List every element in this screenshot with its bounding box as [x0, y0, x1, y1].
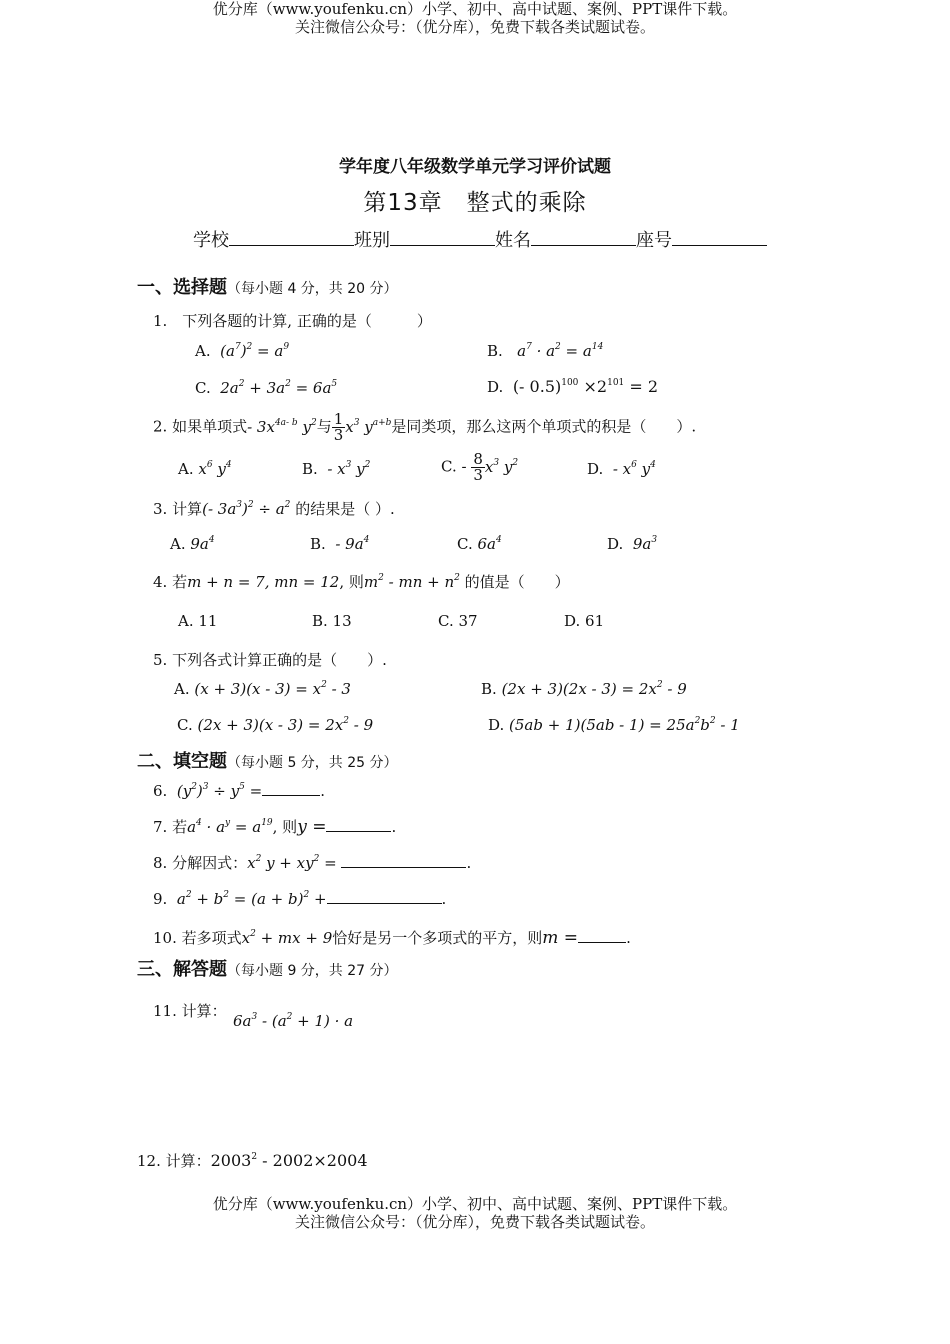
- question-10: 10. 若多项式$x^2$ + mx + 9恰好是另一个多项式的平方，则m = .: [153, 928, 631, 948]
- question-1-option-c: C. $2a^2 + 3a^2 = 6a^5$: [195, 379, 338, 397]
- question-1-stem: 1. 下列各题的计算, 正确的是（ ）: [153, 312, 432, 330]
- student-info-line: [193, 226, 767, 252]
- question-1-option-b: B. $a^7 \cdot a^2 = a^{14}$: [487, 342, 604, 360]
- question-8-blank[interactable]: [341, 852, 466, 868]
- section-choice-heading: 一、选择题（每小题 4 分，共 20 分）: [137, 277, 398, 298]
- question-11-expression: $6a^3 - (a^2 + 1) \cdot a$: [233, 1012, 354, 1030]
- question-2-stem: 2. 如果单项式- $3x^{4a- b}$ $y^2$与 $\frac{1}{3}$ $x^3$ $y^{a+b}$是同类项，那么这两个单项式的积是（ ）.: [153, 410, 697, 444]
- question-1-option-a: A. $(a^7)^2 = a^9$: [195, 342, 290, 360]
- question-4-stem: 4. 若m + n = 7, mn = 12, 则$m^2$ - mn + $n^2$ 的值是（ ）: [153, 573, 570, 591]
- question-4-option-a: A. 11: [178, 612, 218, 630]
- question-1-option-d: D. (- $0.5)^{100} \times 2^{101} = 2$: [487, 377, 659, 396]
- question-9-blank[interactable]: [327, 888, 442, 904]
- seat-blank[interactable]: [672, 227, 767, 246]
- question-4-option-d: D. 61: [564, 612, 605, 630]
- site-footer-line-1: 优分库（www.youfenku.cn）小学、初中、高中试题、案例、PPT课件下载。: [212, 1195, 738, 1213]
- question-5-stem: 5. 下列各式计算正确的是（ ）.: [153, 651, 387, 669]
- question-4-option-c: C. 37: [438, 612, 478, 630]
- site-footer-line-2: 关注微信公众号：（优分库），免费下载各类试题试卷。: [294, 1213, 655, 1231]
- question-11-label: 11. 计算：: [153, 1002, 227, 1020]
- question-2-option-c: C. - $\frac{8}{3}$ $x^3$ $y^2$: [441, 450, 519, 484]
- seat-label: 座号: [636, 230, 672, 251]
- class-blank[interactable]: [390, 227, 495, 246]
- question-5-option-c: C. $(2x + 3)(x - 3) = 2x^2 - 9$: [177, 716, 374, 734]
- question-3-option-c: C. $6a^4$: [457, 535, 502, 553]
- question-3-option-d: D. $9a^3$: [607, 535, 658, 553]
- question-4-option-b: B. 13: [312, 612, 352, 630]
- question-7-blank[interactable]: [326, 816, 391, 832]
- site-header-line-1: 优分库（www.youfenku.cn）小学、初中、高中试题、案例、PPT课件下载。: [212, 0, 738, 18]
- question-10-blank[interactable]: [578, 927, 626, 943]
- exam-title: 学年度八年级数学单元学习评价试题: [339, 157, 611, 177]
- question-3-stem: 3. 计算(- $3a^3)^2 \div a^2$ 的结果是（ ）.: [153, 500, 395, 518]
- name-label: 姓名: [495, 230, 531, 251]
- school-label: 学校: [193, 230, 229, 251]
- question-8: 8. 分解因式：$x^2$ $y + xy^2$ = .: [153, 854, 472, 872]
- chapter-title: 第13章 整式的乘除: [363, 190, 587, 216]
- question-5-option-a: A. $(x + 3)(x - 3) = x^2 - 3$: [174, 680, 351, 698]
- question-2-option-a: A. $x^6$ $y^4$: [178, 460, 232, 478]
- site-header-line-2: 关注微信公众号：（优分库），免费下载各类试题试卷。: [294, 18, 655, 36]
- question-2-option-d: D. - $x^6$ $y^4$: [587, 460, 656, 478]
- section-answer-heading: 三、解答题（每小题 9 分，共 27 分）: [137, 959, 398, 980]
- question-3-option-a: A. $9a^4$: [170, 535, 215, 553]
- section-fill-heading: 二、填空题（每小题 5 分，共 25 分）: [137, 751, 398, 772]
- question-7: 7. 若$a^4 \cdot a^y = a^{19}$, 则y = .: [153, 817, 397, 837]
- question-9: 9. $a^2 + b^2 = (a + b)^2$ + .: [153, 890, 447, 908]
- name-blank[interactable]: [531, 227, 636, 246]
- question-2-option-b: B. - $x^3$ $y^2$: [302, 460, 371, 478]
- question-5-option-d: D. $(5ab + 1)(5ab - 1) = 25a^2b^2 - 1$: [488, 716, 740, 734]
- question-5-option-b: B. $(2x + 3)(2x - 3) = 2x^2 - 9$: [481, 680, 687, 698]
- question-6-blank[interactable]: [262, 780, 320, 796]
- school-blank[interactable]: [229, 227, 354, 246]
- question-6: 6. $(y^2)^3 \div y^5$ = .: [153, 782, 325, 800]
- question-3-option-b: B. - $9a^4$: [310, 535, 370, 553]
- question-12: 12. 计算：2003$^2$ - 2002×2004: [137, 1151, 368, 1170]
- class-label: 班别: [354, 230, 390, 251]
